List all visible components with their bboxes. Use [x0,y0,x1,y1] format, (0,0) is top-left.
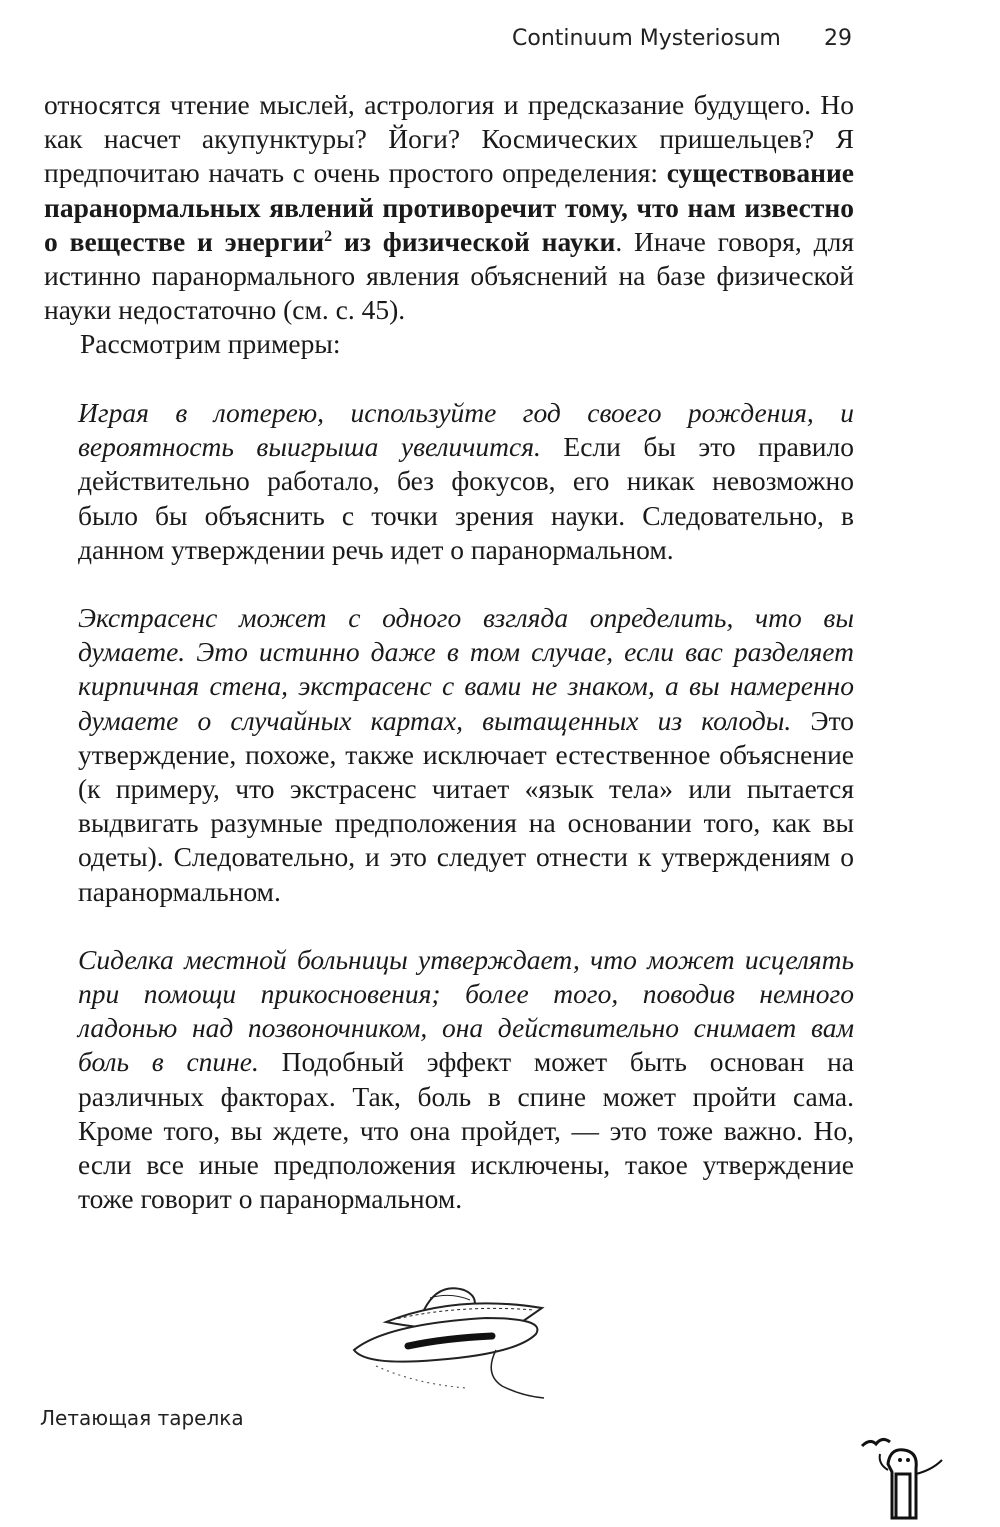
example-explanation: Подобный эффект может быть основан на различных факторах. Так, боль в спине может пройти сама. Кроме того, вы ждете, что она пройдет, — это тоже важно. Но, если все иные предположения исключены, такое утверждение тоже говорит о паранормальном. [78,1046,855,1215]
paragraph-examples-lead: Рассмотрим примеры: [80,328,341,360]
examples-list [78,396,854,1250]
running-header [512,26,852,60]
paragraph-definition: относятся чтение мыслей, астрология и предсказание будущего. Но как насчет акупунктуры? Йоги? Космических пришельцев? Я предпочитаю начать с очень простого определения: существование паранормальных явлений противоречит тому, что нам известно о веществе и энергии$^2$ из физической науки. Иначе говоря, для истинно паранормального явления объяснений на базе физической науки недостаточно (см. с. 45). [44,89,854,326]
example-claim: Экстрасенс может с одного взгляда определить, что вы думаете. Это истинно даже в том случае, если вас разделяет кирпичная стена, экстрасенс с вами не знаком, а вы намеренно думаете о случайных картах, вытащенных из колоды. [78,602,854,736]
example-explanation: Это утверждение, похоже, также исключает естественное объяснение (к примеру, что экстрасенс читает «язык тела» или пытается выдвигать разумные предположения на основании того, как вы одеты). Следовательно, и это следует отнести к утверждениям о паранормальном. [78,704,854,907]
page-number: 29 [824,26,852,51]
example-nurse [78,943,854,1217]
example-psychic [78,601,854,909]
definition-bold: существование паранормальных явлений противоречит тому, что нам известно о веществе и энергии$^2$ из физической науки [44,157,854,257]
illustration-caption: Летающая тарелка [40,1406,244,1430]
footnote-marker[interactable]: 2 [324,227,333,245]
example-explanation: Если бы это правило действительно работало, без фокусов, его никак невозможно было бы объяснить с точки зрения науки. Следовательно, в данном утверждении речь идет о паранормальном. [78,431,854,565]
running-title: Continuum Mysteriosum [512,26,781,51]
ghost-icon [860,1430,950,1520]
example-claim: Сиделка местной больницы утверждает, что может исцелять при помощи прикосновения; более того, поводив немного ладонью над позвоночником, она действительно снимает вам боль в спине. [78,943,854,1078]
intro-text [44,88,854,362]
flying-saucer-icon [346,1274,556,1404]
example-claim: Играя в лотерею, используйте год своего рождения, и вероятность выигрыша увеличится. [78,397,854,463]
example-lottery [78,396,854,567]
